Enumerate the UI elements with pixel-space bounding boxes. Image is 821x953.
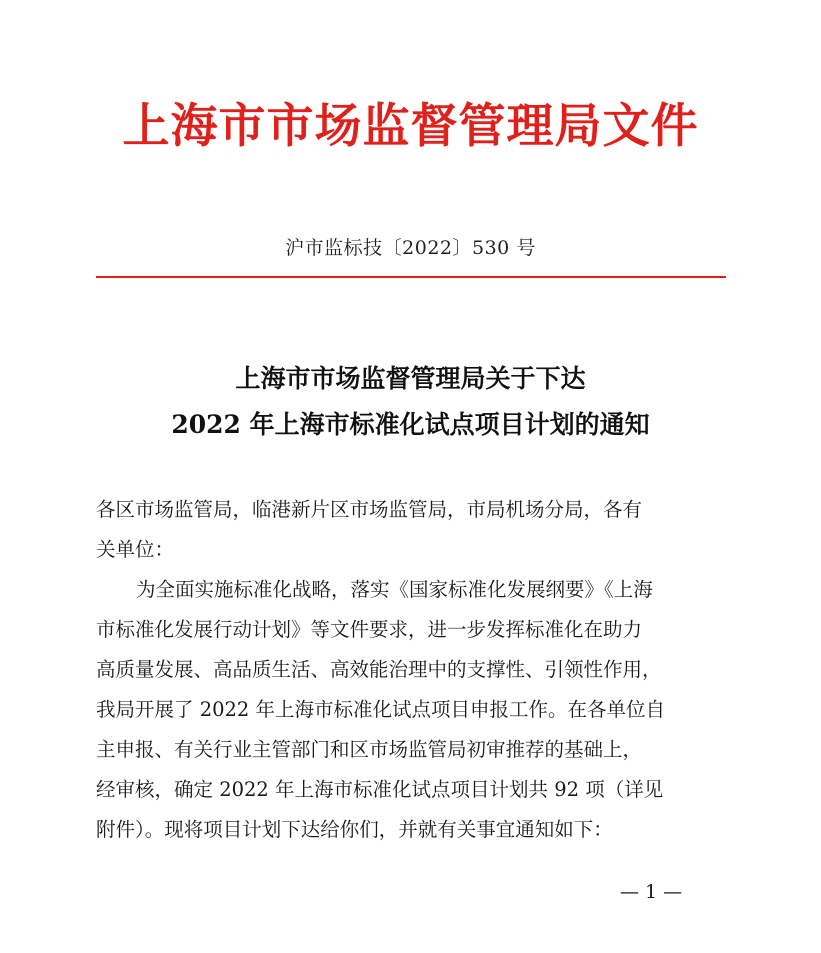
notice-title [0, 356, 821, 448]
red-divider-line [96, 276, 726, 278]
paragraph-line: 市标准化发展行动计划》等文件要求，进一步发挥标准化在助力 [96, 618, 643, 641]
salutation-line-2: 关单位： [96, 538, 175, 561]
document-number: 沪市监标技〔2022〕530 号 [285, 237, 536, 259]
notice-body [96, 490, 732, 850]
document-masthead: 上海市市场监督管理局文件 [122, 99, 699, 154]
page-number: — 1 — [620, 881, 683, 903]
notice-title-line-2: 2022 年上海市标准化试点项目计划的通知 [171, 410, 650, 439]
paragraph-line: 我局开展了 2022 年上海市标准化试点项目申报工作。在各单位自 [96, 698, 666, 721]
notice-title-line-1: 上海市市场监督管理局关于下达 [235, 364, 586, 393]
paragraph-line: 为全面实施标准化战略，落实《国家标准化发展纲要》《上海 [136, 578, 653, 601]
paragraph-line: 主申报、有关行业主管部门和区市场监管局初审推荐的基础上， [96, 738, 643, 761]
paragraph-line: 附件）。现将项目计划下达给你们，并就有关事宜通知如下： [96, 818, 613, 841]
paragraph-line: 经审核，确定 2022 年上海市标准化试点项目计划共 92 项（详见 [96, 778, 664, 801]
salutation-line-1: 各区市场监管局，临港新片区市场监管局，市局机场分局，各有 [96, 498, 643, 521]
paragraph-line: 高质量发展、高品质生活、高效能治理中的支撑性、引领性作用， [96, 658, 662, 681]
